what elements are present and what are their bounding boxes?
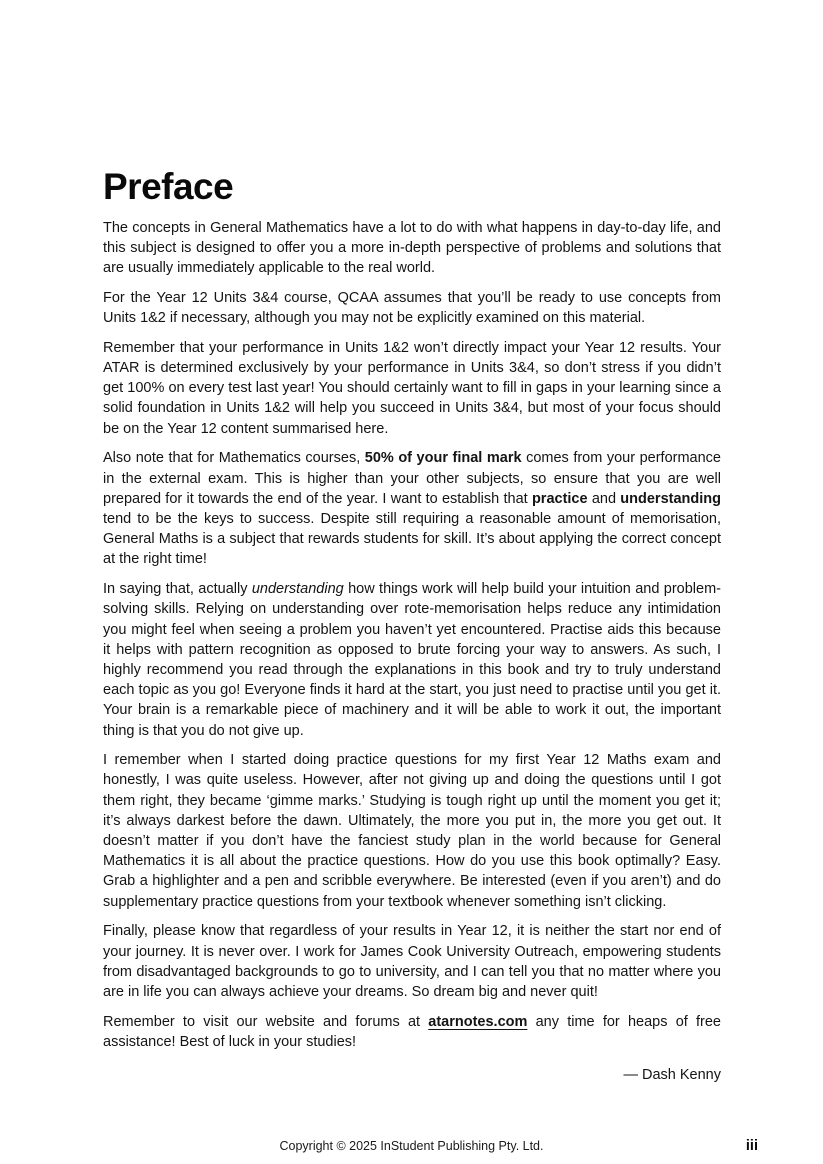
text-segment: understanding xyxy=(251,581,344,598)
footer-copyright: Copyright © 2025 InStudent Publishing Pty. Ltd. xyxy=(279,1139,544,1153)
text-segment: 50% of your final mark xyxy=(364,450,522,467)
paragraph xyxy=(103,218,721,279)
text-segment: understanding xyxy=(620,490,721,507)
text-segment: Remember to visit our website and forums at xyxy=(103,1013,429,1030)
text-segment: The concepts in General Mathematics have a lot to do with what happens in day-to-day life, and this subject is designed to offer you a more in-depth perspective of problems and solutions that are usually immediately applicable to the real world. xyxy=(103,219,721,277)
text-segment: how things work will help build your intuition and problem-solving skills. Relying on understanding over rote-memorisation helps reduce any intimidation you might feel when seeing a problem you haven’t yet encountered. Practise aids this because it helps with pattern recognition as opposed to brute forcing your way to answers. As such, I highly recommend you read through the explanations in this book and try to truly understand each topic as you go! Everyone finds it hard at the start, you just need to practise until you get it. Your brain is a remarkable piece of machinery and it will be able to work it out, the important thing is that you do not give up. xyxy=(103,581,721,739)
page-content xyxy=(103,168,721,1085)
paragraph xyxy=(103,921,721,1002)
text-segment: I remember when I started doing practice questions for my first Year 12 Maths exam and honestly, I was quite useless. However, after not giving up and doing the questions until I got them right, they became ‘gimme marks.’ Studying is tough right up until the moment you get it; it’s always darkest before the dawn. Ultimately, the more you put in, the more you get out. It doesn’t matter if you don’t have the fanciest study plan in the world because for General Mathematics it is all about the practice questions. How do you use this book optimally? Easy. Grab a highlighter and a pen and scribble everywhere. Be interested (even if you aren’t) and do supplementary practice questions from your textbook whenever something isn’t clicking. xyxy=(103,752,721,910)
paragraph xyxy=(103,288,721,328)
text-segment: Remember that your performance in Units 1&2 won’t directly impact your Year 12 results. Your ATAR is determined exclusively by your performance in Units 3&4, so don’t stress if you didn’t get 100% on every test last year! You should certainly want to fill in gaps in your learning since a solid foundation in Units 1&2 will help you succeed in Units 3&4, but most of your focus should be on the Year 12 content summarised here. xyxy=(103,339,721,437)
text-segment: tend to be the keys to success. Despite still requiring a reasonable amount of memorisation, General Maths is a subject that rewards students for skill. It’s about applying the correct concept at the right time! xyxy=(103,510,721,568)
text-segment: any time for heaps of free assistance! Best of luck in your studies! xyxy=(103,1013,721,1050)
page-number: iii xyxy=(745,1138,758,1154)
text-segment: and xyxy=(587,490,621,507)
paragraph xyxy=(103,750,721,912)
author-signature: — Dash Kenny xyxy=(623,1067,721,1084)
paragraph xyxy=(103,579,721,741)
text-segment: Finally, please know that regardless of your results in Year 12, it is neither the start nor end of your journey. It is never over. I work for James Cook University Outreach, empowering students from disadvantaged backgrounds to go to university, and I can tell you that no matter where you are in life you can always achieve your dreams. So dream big and never quit! xyxy=(103,923,721,1000)
preface-paragraphs xyxy=(103,218,721,1052)
paragraph xyxy=(103,1012,721,1052)
page-title: Preface xyxy=(103,166,234,207)
text-segment: For the Year 12 Units 3&4 course, QCAA assumes that you’ll be ready to use concepts from Units 1&2 if necessary, although you may not be explicitly examined on this material. xyxy=(103,289,721,327)
text-segment: comes from your performance in the external exam. This is higher than your other subjects, so ensure that you are well prepared for it towards the end of the year. I want to establish that xyxy=(103,450,721,507)
text-segment: Also note that for Mathematics courses, xyxy=(103,450,365,467)
paragraph xyxy=(103,448,721,569)
paragraph xyxy=(103,338,721,439)
atarnotes-link[interactable]: atarnotes.com xyxy=(428,1013,528,1030)
text-segment: In saying that, actually xyxy=(103,581,252,598)
text-segment: practice xyxy=(531,490,588,507)
